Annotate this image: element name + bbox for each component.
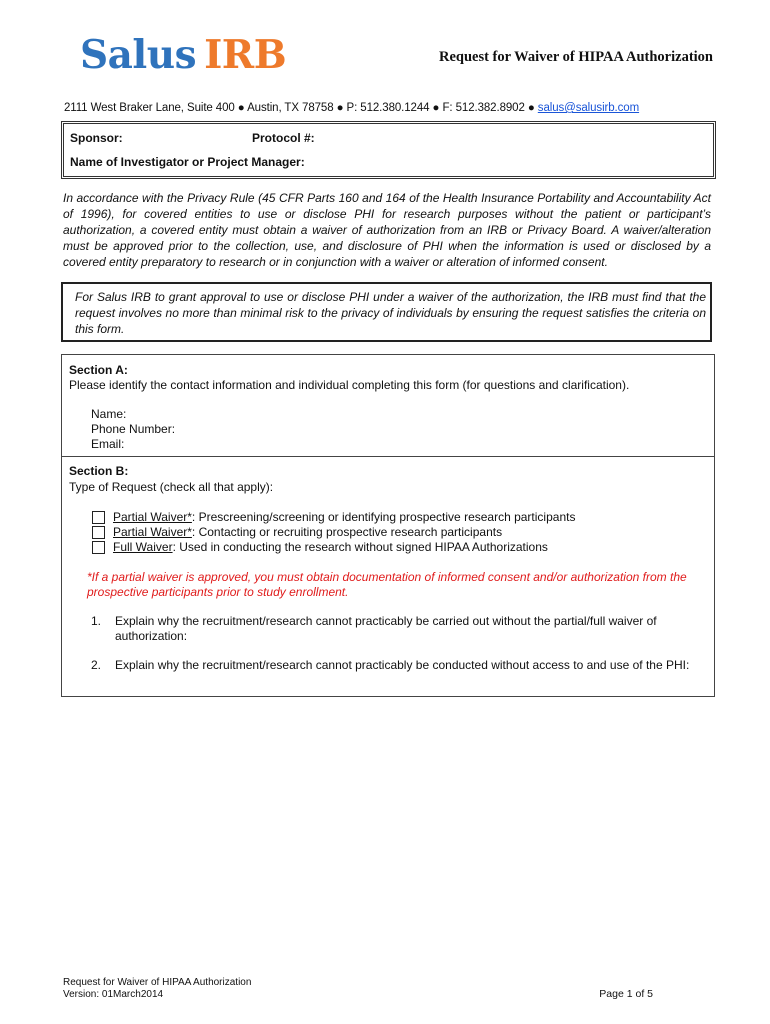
footer-version: Version: 01March2014 (63, 989, 164, 1000)
question-number: 1. (91, 614, 102, 628)
question-number: 2. (91, 658, 102, 672)
question-2 (91, 658, 711, 673)
section-b-heading: Section B: (69, 464, 129, 478)
email-field-label: Email: (91, 437, 125, 451)
option-label: Full Waiver (113, 540, 173, 554)
logo-irb-text: IRB (204, 32, 287, 78)
address-line (64, 102, 724, 114)
option-label: Partial Waiver* (113, 510, 192, 524)
question-text: Explain why the recruitment/research cannot practicably be carried out without the partial/full waiver of authorization: (115, 614, 657, 643)
option-partial-waiver-screening (92, 510, 575, 524)
question-text: Explain why the recruitment/research cannot practicably be conducted without access to and use of the PHI: (115, 658, 690, 672)
page-number: Page 1 of 5 (599, 988, 653, 1000)
approval-notice-box (61, 282, 712, 342)
checkbox-full-waiver[interactable] (92, 541, 105, 554)
footer-document-info (63, 977, 251, 1001)
partial-waiver-note: *If a partial waiver is approved, you must obtain documentation of informed consent and/or authorization from the prospective participants prior to study enrollment. (87, 570, 687, 599)
section-a-heading: Section A: (69, 363, 128, 377)
option-desc: : Prescreening/screening or identifying prospective research participants (191, 510, 576, 524)
option-partial-waiver-recruiting (92, 525, 502, 539)
option-full-waiver (92, 540, 548, 554)
checkbox-partial-waiver-recruiting[interactable] (92, 526, 105, 539)
section-a-instruction: Please identify the contact information and individual completing this form (for questions and clarification). (69, 378, 630, 392)
sponsor-label: Sponsor: (70, 131, 123, 145)
section-b-instruction: Type of Request (check all that apply): (69, 480, 274, 494)
document-title: Request for Waiver of HIPAA Authorization (438, 49, 713, 65)
option-label: Partial Waiver* (113, 525, 192, 539)
logo-salus-text: Salus (80, 32, 197, 78)
salus-irb-logo (80, 33, 286, 77)
phone-field-label: Phone Number: (91, 422, 176, 436)
protocol-label: Protocol #: (252, 131, 315, 145)
footer-doc-name: Request for Waiver of HIPAA Authorization (63, 977, 252, 988)
email-link[interactable]: salus@salusirb.com (537, 102, 640, 114)
option-desc: : Used in conducting the research without signed HIPAA Authorizations (172, 540, 548, 554)
section-a (62, 355, 714, 457)
checkbox-partial-waiver-screening[interactable] (92, 511, 105, 524)
name-field-label: Name: (91, 407, 127, 421)
address-text: 2111 West Braker Lane, Suite 400 ● Austin, TX 78758 ● P: 512.380.1244 ● F: 512.382.8902 ● (64, 102, 535, 114)
question-1 (91, 614, 711, 644)
option-desc: : Contacting or recruiting prospective research participants (191, 525, 503, 539)
study-info-box (61, 121, 716, 179)
investigator-label: Name of Investigator or Project Manager: (70, 155, 305, 169)
form-sections (61, 354, 715, 697)
privacy-rule-paragraph: In accordance with the Privacy Rule (45 CFR Parts 160 and 164 of the Health Insurance Portability and Accountability Act of 1996), for covered entities to use or disclose PHI for research purposes without the patient or participant’s authorization, a covered entity must obtain a waiver of authorization from an IRB or Privacy Board. A waiver/alteration must be approved prior to the collection, use, and disclosure of PHI when the information is used or disclosed by a covered entity preparatory to research or in conjunction with a waiver or alteration of informed consent. (63, 191, 711, 269)
approval-notice-text: For Salus IRB to grant approval to use or disclose PHI under a waiver of the authorization, the IRB must find that the request involves no more than minimal risk to the privacy of individuals by ensuring the request satisfies the criteria on this form. (75, 290, 706, 336)
